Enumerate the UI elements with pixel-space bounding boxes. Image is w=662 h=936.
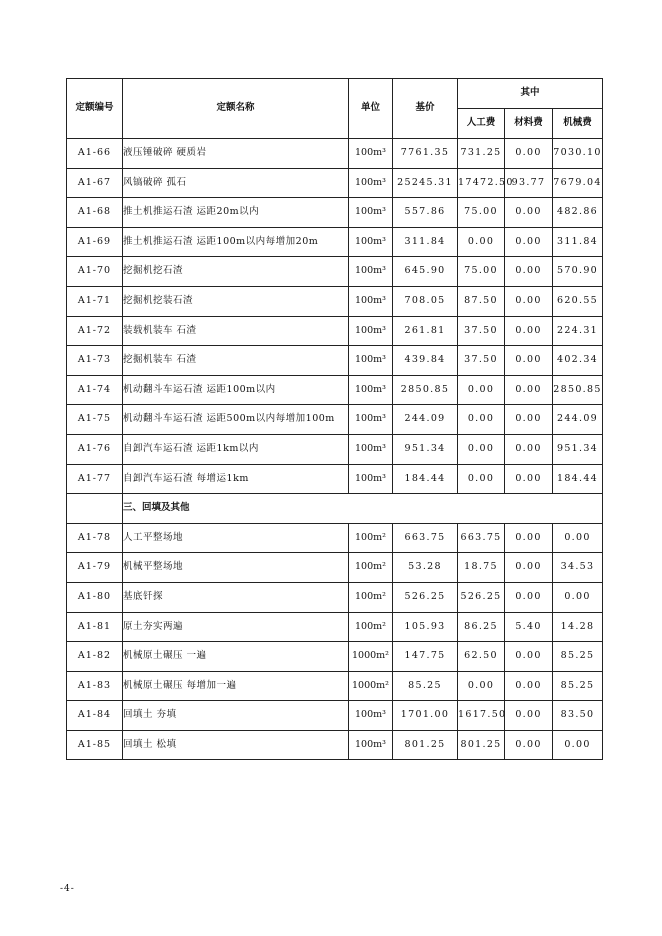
row-material: 0.00 <box>505 730 553 760</box>
row-machinery: 620.55 <box>553 286 603 316</box>
row-name: 自卸汽车运石渣 运距1km以内 <box>123 434 349 464</box>
row-code: A1-83 <box>67 671 123 701</box>
row-unit: 100m² <box>349 523 393 553</box>
row-labor: 62.50 <box>458 642 505 672</box>
row-base-price: 85.25 <box>393 671 458 701</box>
row-code: A1-74 <box>67 375 123 405</box>
table-row <box>67 346 603 376</box>
row-name: 推土机推运石渣 运距20m以内 <box>123 198 349 228</box>
row-code: A1-82 <box>67 642 123 672</box>
row-unit: 100m³ <box>349 730 393 760</box>
row-unit: 100m² <box>349 553 393 583</box>
row-machinery: 7030.10 <box>553 139 603 169</box>
table-row <box>67 434 603 464</box>
table-row <box>67 227 603 257</box>
row-code: A1-75 <box>67 405 123 435</box>
row-machinery: 2850.85 <box>553 375 603 405</box>
row-labor: 17472.50 <box>458 168 505 198</box>
row-material: 0.00 <box>505 464 553 494</box>
row-machinery: 85.25 <box>553 642 603 672</box>
row-code: A1-73 <box>67 346 123 376</box>
row-machinery: 184.44 <box>553 464 603 494</box>
row-machinery: 14.28 <box>553 612 603 642</box>
row-material: 0.00 <box>505 198 553 228</box>
row-labor: 526.25 <box>458 582 505 612</box>
page-number: -4- <box>60 884 75 894</box>
row-labor: 1617.50 <box>458 701 505 731</box>
row-labor: 0.00 <box>458 375 505 405</box>
table-row <box>67 553 603 583</box>
row-code: A1-68 <box>67 198 123 228</box>
row-base-price: 53.28 <box>393 553 458 583</box>
row-labor: 0.00 <box>458 227 505 257</box>
header-base-price: 基价 <box>393 79 458 139</box>
header-of-which: 其中 <box>458 79 603 109</box>
row-code: A1-69 <box>67 227 123 257</box>
row-base-price: 147.75 <box>393 642 458 672</box>
header-material: 材料费 <box>505 109 553 139</box>
row-code: A1-72 <box>67 316 123 346</box>
row-material: 0.00 <box>505 434 553 464</box>
header-code: 定额编号 <box>67 79 123 139</box>
row-name: 挖掘机挖装石渣 <box>123 286 349 316</box>
row-machinery: 83.50 <box>553 701 603 731</box>
row-code: A1-81 <box>67 612 123 642</box>
row-base-price: 645.90 <box>393 257 458 287</box>
row-name: 机械原土碾压 每增加一遍 <box>123 671 349 701</box>
row-machinery: 34.53 <box>553 553 603 583</box>
row-labor: 75.00 <box>458 198 505 228</box>
quota-table <box>66 78 603 760</box>
section-title: 三、回填及其他 <box>123 494 603 524</box>
row-base-price: 663.75 <box>393 523 458 553</box>
row-material: 0.00 <box>505 642 553 672</box>
row-material: 0.00 <box>505 227 553 257</box>
row-labor: 87.50 <box>458 286 505 316</box>
table-row <box>67 582 603 612</box>
row-name: 人工平整场地 <box>123 523 349 553</box>
row-unit: 100m³ <box>349 139 393 169</box>
row-machinery: 0.00 <box>553 730 603 760</box>
table-row <box>67 139 603 169</box>
header-name: 定额名称 <box>123 79 349 139</box>
row-labor: 75.00 <box>458 257 505 287</box>
row-code: A1-78 <box>67 523 123 553</box>
row-material: 0.00 <box>505 553 553 583</box>
table-row <box>67 612 603 642</box>
row-material: 0.00 <box>505 671 553 701</box>
row-machinery: 244.09 <box>553 405 603 435</box>
row-unit: 100m³ <box>349 405 393 435</box>
row-machinery: 402.34 <box>553 346 603 376</box>
row-machinery: 482.86 <box>553 198 603 228</box>
row-unit: 100m² <box>349 612 393 642</box>
row-base-price: 7761.35 <box>393 139 458 169</box>
row-material: 0.00 <box>505 523 553 553</box>
table-row <box>67 405 603 435</box>
row-name: 风镐破碎 孤石 <box>123 168 349 198</box>
row-code: A1-76 <box>67 434 123 464</box>
row-material: 0.00 <box>505 701 553 731</box>
row-material: 0.00 <box>505 582 553 612</box>
row-labor: 37.50 <box>458 346 505 376</box>
row-unit: 100m³ <box>349 257 393 287</box>
row-code: A1-84 <box>67 701 123 731</box>
row-name: 推土机推运石渣 运距100m以内每增加20m <box>123 227 349 257</box>
row-machinery: 951.34 <box>553 434 603 464</box>
table-row <box>67 286 603 316</box>
table-row <box>67 198 603 228</box>
row-base-price: 261.81 <box>393 316 458 346</box>
row-unit: 100m³ <box>349 701 393 731</box>
row-material: 0.00 <box>505 405 553 435</box>
header-labor: 人工费 <box>458 109 505 139</box>
row-unit: 100m³ <box>349 316 393 346</box>
row-machinery: 311.84 <box>553 227 603 257</box>
row-code: A1-77 <box>67 464 123 494</box>
row-name: 机械平整场地 <box>123 553 349 583</box>
row-machinery: 0.00 <box>553 523 603 553</box>
row-machinery: 570.90 <box>553 257 603 287</box>
table-row <box>67 642 603 672</box>
row-base-price: 105.93 <box>393 612 458 642</box>
row-code: A1-80 <box>67 582 123 612</box>
row-base-price: 951.34 <box>393 434 458 464</box>
table-row <box>67 464 603 494</box>
row-unit: 1000m² <box>349 671 393 701</box>
row-base-price: 311.84 <box>393 227 458 257</box>
row-machinery: 224.31 <box>553 316 603 346</box>
row-labor: 37.50 <box>458 316 505 346</box>
row-material: 0.00 <box>505 139 553 169</box>
row-labor: 0.00 <box>458 464 505 494</box>
row-base-price: 25245.31 <box>393 168 458 198</box>
row-name: 自卸汽车运石渣 每增运1km <box>123 464 349 494</box>
row-unit: 100m³ <box>349 346 393 376</box>
row-code: A1-70 <box>67 257 123 287</box>
row-material: 0.00 <box>505 286 553 316</box>
table-row <box>67 701 603 731</box>
row-machinery: 0.00 <box>553 582 603 612</box>
row-machinery: 85.25 <box>553 671 603 701</box>
table-row <box>67 257 603 287</box>
row-name: 机械原土碾压 一遍 <box>123 642 349 672</box>
row-base-price: 439.84 <box>393 346 458 376</box>
row-labor: 663.75 <box>458 523 505 553</box>
row-unit: 100m³ <box>349 198 393 228</box>
row-code: A1-85 <box>67 730 123 760</box>
row-name: 原土夯实两遍 <box>123 612 349 642</box>
row-material: 0.00 <box>505 257 553 287</box>
row-unit: 1000m² <box>349 642 393 672</box>
table-row <box>67 375 603 405</box>
row-labor: 731.25 <box>458 139 505 169</box>
row-base-price: 708.05 <box>393 286 458 316</box>
row-name: 机动翻斗车运石渣 运距100m以内 <box>123 375 349 405</box>
table-row <box>67 730 603 760</box>
section-code-cell <box>67 494 123 524</box>
row-base-price: 244.09 <box>393 405 458 435</box>
table-row <box>67 168 603 198</box>
row-machinery: 7679.04 <box>553 168 603 198</box>
row-material: 0.00 <box>505 375 553 405</box>
row-unit: 100m³ <box>349 168 393 198</box>
row-material: 0.00 <box>505 346 553 376</box>
row-base-price: 557.86 <box>393 198 458 228</box>
row-base-price: 184.44 <box>393 464 458 494</box>
row-code: A1-67 <box>67 168 123 198</box>
row-unit: 100m² <box>349 582 393 612</box>
row-base-price: 526.25 <box>393 582 458 612</box>
row-unit: 100m³ <box>349 227 393 257</box>
table-row <box>67 523 603 553</box>
row-name: 挖掘机挖石渣 <box>123 257 349 287</box>
header-machinery: 机械费 <box>553 109 603 139</box>
row-labor: 0.00 <box>458 434 505 464</box>
table-row <box>67 671 603 701</box>
row-code: A1-79 <box>67 553 123 583</box>
row-code: A1-66 <box>67 139 123 169</box>
row-unit: 100m³ <box>349 375 393 405</box>
row-name: 装载机装车 石渣 <box>123 316 349 346</box>
row-labor: 0.00 <box>458 405 505 435</box>
row-name: 机动翻斗车运石渣 运距500m以内每增加100m <box>123 405 349 435</box>
row-name: 回填土 夯填 <box>123 701 349 731</box>
header-unit: 单位 <box>349 79 393 139</box>
row-labor: 86.25 <box>458 612 505 642</box>
row-labor: 0.00 <box>458 671 505 701</box>
row-labor: 18.75 <box>458 553 505 583</box>
row-name: 基底钎探 <box>123 582 349 612</box>
row-unit: 100m³ <box>349 434 393 464</box>
table-row <box>67 316 603 346</box>
row-name: 液压锤破碎 硬质岩 <box>123 139 349 169</box>
row-material: 93.77 <box>505 168 553 198</box>
row-base-price: 2850.85 <box>393 375 458 405</box>
row-base-price: 1701.00 <box>393 701 458 731</box>
row-material: 0.00 <box>505 316 553 346</box>
row-code: A1-71 <box>67 286 123 316</box>
row-name: 回填土 松填 <box>123 730 349 760</box>
section-row <box>67 494 603 524</box>
row-unit: 100m³ <box>349 464 393 494</box>
row-unit: 100m³ <box>349 286 393 316</box>
row-base-price: 801.25 <box>393 730 458 760</box>
row-labor: 801.25 <box>458 730 505 760</box>
row-material: 5.40 <box>505 612 553 642</box>
row-name: 挖掘机装车 石渣 <box>123 346 349 376</box>
